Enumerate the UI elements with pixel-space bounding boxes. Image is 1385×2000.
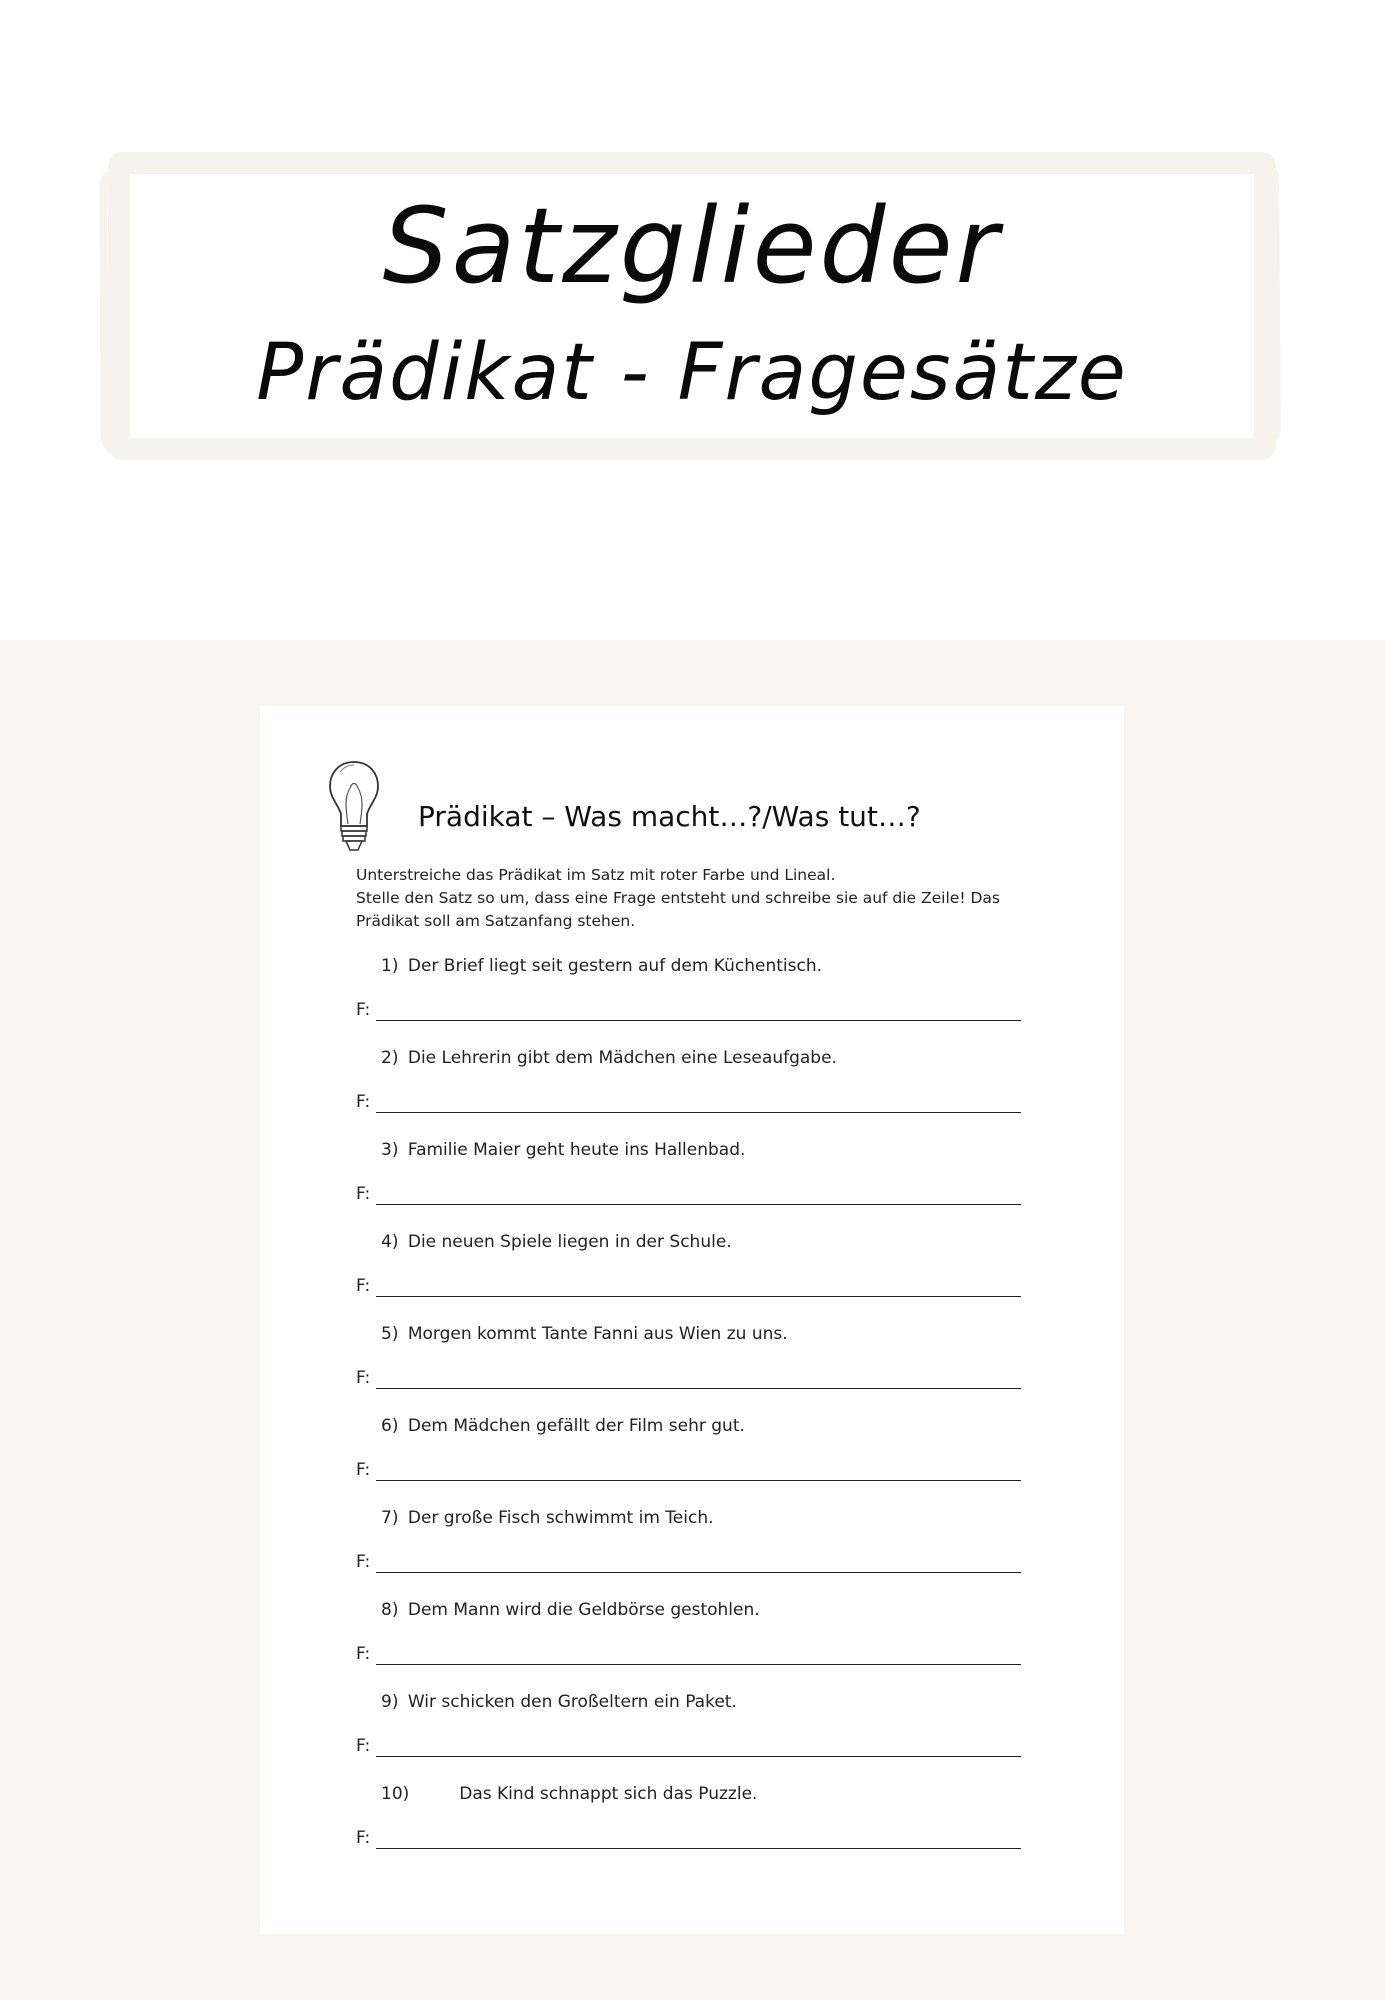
page-title: Satzglieder <box>382 185 1002 307</box>
task-item <box>356 1048 1021 1118</box>
answer-line[interactable] <box>376 1756 1021 1757</box>
task-text: Das Kind schnappt sich das Puzzle. <box>459 1784 758 1804</box>
page-subtitle: Prädikat - Fragesätze <box>256 328 1128 418</box>
task-number: 9) <box>381 1692 399 1712</box>
task-number: 3) <box>381 1140 399 1160</box>
answer-label: F: <box>356 1460 371 1480</box>
task-item <box>356 1600 1021 1670</box>
answer-line[interactable] <box>376 1848 1021 1849</box>
answer-line[interactable] <box>376 1204 1021 1205</box>
answer-label: F: <box>356 1644 371 1664</box>
task-sentence <box>381 1048 837 1068</box>
title-banner <box>108 152 1276 460</box>
answer-label: F: <box>356 1276 371 1296</box>
task-number: 5) <box>381 1324 399 1344</box>
answer-label: F: <box>356 1552 371 1572</box>
task-sentence <box>381 1508 714 1528</box>
answer-label: F: <box>356 1736 371 1756</box>
task-number: 6) <box>381 1416 399 1436</box>
task-sentence <box>381 1784 757 1804</box>
task-sentence <box>381 1416 745 1436</box>
task-text: Der große Fisch schwimmt im Teich. <box>407 1508 714 1528</box>
answer-label: F: <box>356 1368 371 1388</box>
task-text: Morgen kommt Tante Fanni aus Wien zu uns. <box>407 1324 788 1344</box>
task-text: Dem Mädchen gefällt der Film sehr gut. <box>407 1416 745 1436</box>
task-item <box>356 1140 1021 1210</box>
answer-label: F: <box>356 1000 371 1020</box>
answer-label: F: <box>356 1184 371 1204</box>
lightbulb-icon <box>326 758 382 854</box>
task-number: 4) <box>381 1232 399 1252</box>
worksheet-page <box>260 706 1124 1934</box>
answer-line[interactable] <box>376 1572 1021 1573</box>
task-item <box>356 1324 1021 1394</box>
answer-line[interactable] <box>376 1112 1021 1113</box>
task-sentence <box>381 1232 732 1252</box>
instruction-line: Prädikat soll am Satzanfang stehen. <box>356 912 636 930</box>
answer-line[interactable] <box>376 1296 1021 1297</box>
task-text: Wir schicken den Großeltern ein Paket. <box>407 1692 737 1712</box>
answer-line[interactable] <box>376 1664 1021 1665</box>
task-text: Dem Mann wird die Geldbörse gestohlen. <box>407 1600 760 1620</box>
task-number: 8) <box>381 1600 399 1620</box>
task-sentence <box>381 1324 788 1344</box>
task-item <box>356 1692 1021 1762</box>
answer-label: F: <box>356 1092 371 1112</box>
task-sentence <box>381 1692 737 1712</box>
task-sentence <box>381 1600 760 1620</box>
task-item <box>356 1508 1021 1578</box>
task-item <box>356 1232 1021 1302</box>
task-sentence <box>381 1140 745 1160</box>
task-number: 1) <box>381 956 399 976</box>
instructions <box>356 864 1046 933</box>
answer-label: F: <box>356 1828 371 1848</box>
task-item <box>356 956 1021 1026</box>
task-text: Die Lehrerin gibt dem Mädchen eine Leseaufgabe. <box>407 1048 837 1068</box>
instruction-line: Unterstreiche das Prädikat im Satz mit roter Farbe und Lineal. <box>356 866 836 884</box>
task-item <box>356 1416 1021 1486</box>
answer-line[interactable] <box>376 1480 1021 1481</box>
task-text: Die neuen Spiele liegen in der Schule. <box>407 1232 732 1252</box>
worksheet-heading: Prädikat – Was macht…?/Was tut…? <box>418 800 921 833</box>
task-text: Familie Maier geht heute ins Hallenbad. <box>407 1140 746 1160</box>
task-number: 10) <box>381 1784 410 1804</box>
task-text: Der Brief liegt seit gestern auf dem Küchentisch. <box>407 956 822 976</box>
answer-line[interactable] <box>376 1388 1021 1389</box>
task-item <box>356 1784 1021 1854</box>
task-number: 2) <box>381 1048 399 1068</box>
task-number: 7) <box>381 1508 399 1528</box>
instruction-line: Stelle den Satz so um, dass eine Frage entsteht und schreibe sie auf die Zeile! Das <box>356 889 1000 907</box>
answer-line[interactable] <box>376 1020 1021 1021</box>
task-sentence <box>381 956 822 976</box>
